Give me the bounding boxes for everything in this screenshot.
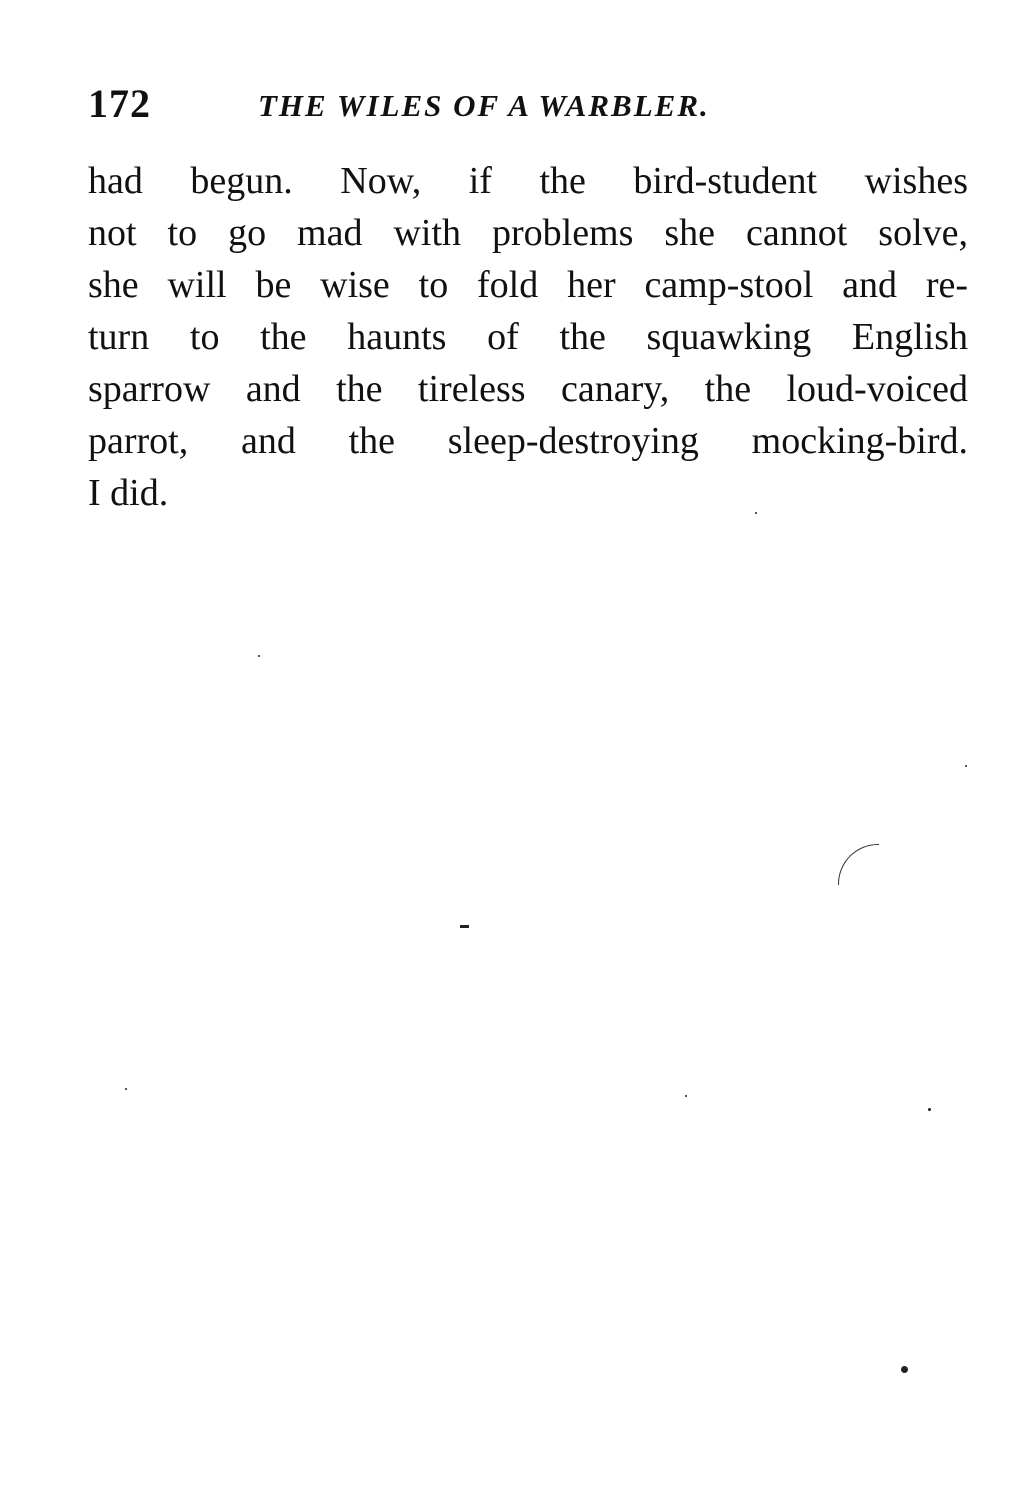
text-line: turn to the haunts of the squawking English: [88, 316, 968, 358]
scan-scratch-mark: [838, 844, 879, 885]
text-line: had begun. Now, if the bird-student wishes: [88, 160, 968, 202]
page-number: 172: [88, 81, 151, 126]
body-paragraph: [88, 155, 968, 519]
running-title: THE WILES OF A WARBLER.: [258, 88, 710, 123]
scan-dash-mark: [460, 925, 469, 928]
text-line: sparrow and the tireless canary, the loud-voiced: [88, 368, 968, 410]
scan-speck: [928, 1108, 931, 1111]
text-line-last: I did.: [88, 472, 169, 514]
scan-speck: [125, 1088, 127, 1090]
scan-speck: [685, 1095, 687, 1097]
text-line: she will be wise to fold her camp-stool and re-: [88, 264, 968, 306]
scan-speck: [755, 512, 757, 514]
running-head: [88, 80, 968, 130]
scan-speck: [901, 1366, 908, 1373]
scan-speck: [965, 765, 967, 767]
text-line: parrot, and the sleep-destroying mocking-bird.: [88, 420, 968, 462]
scan-speck: [258, 655, 260, 657]
text-line: not to go mad with problems she cannot solve,: [88, 212, 968, 254]
